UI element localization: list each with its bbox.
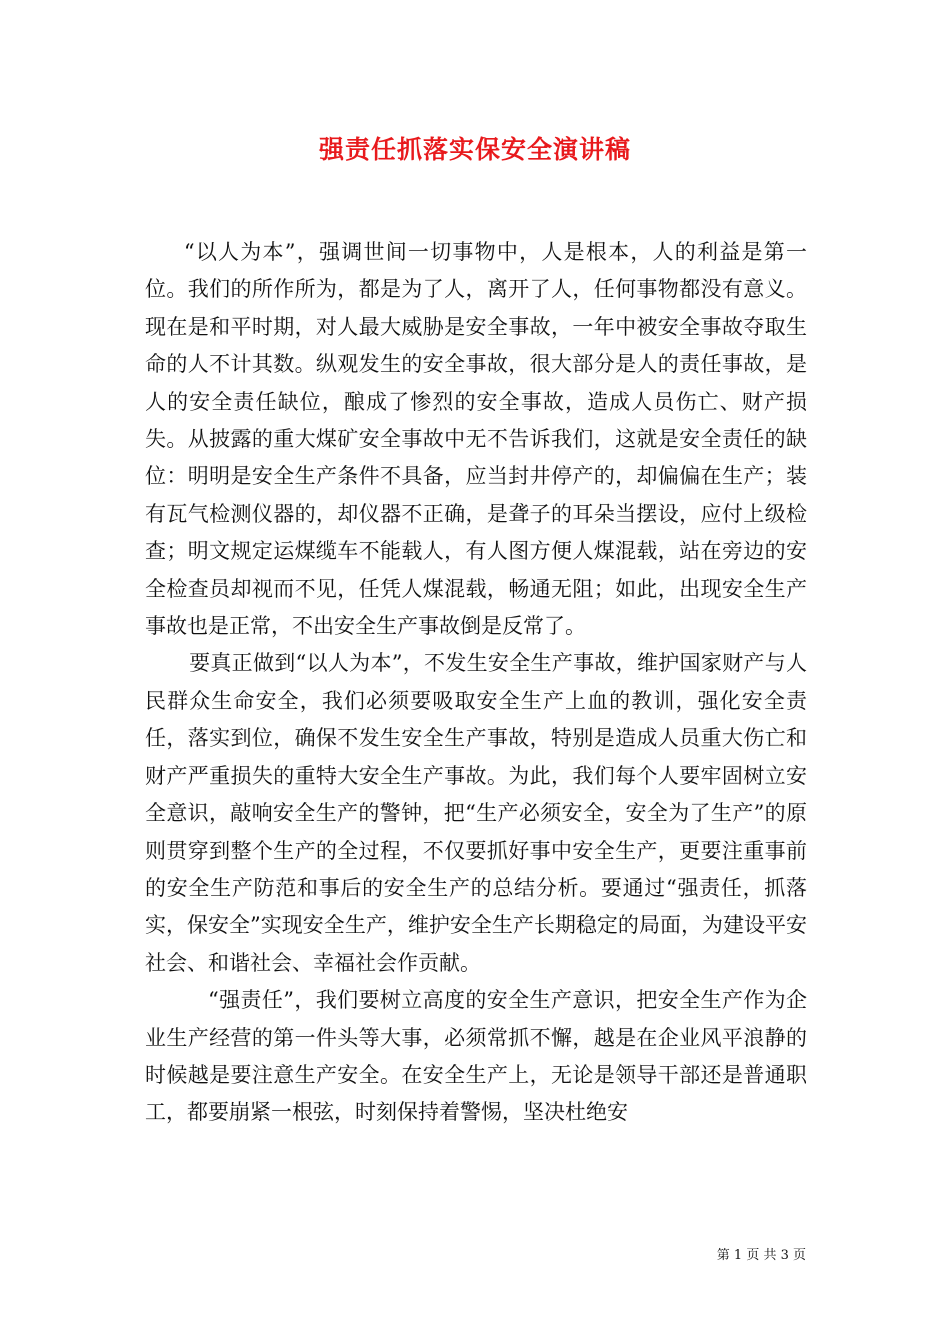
paragraph-3: “强责任”，我们要树立高度的安全生产意识，把安全生产作为企业生产经营的第一件头等大事，必须常抓不懈，越是在企业风平浪静的时候越是要注意生产安全。在安全生产上，无论是领导干部还是普通职工，都要崩紧一根弦，时刻保持着警惕，坚决杜绝安: [145, 988, 807, 1125]
page-number-footer: 第 1 页 共 3 页: [716, 1248, 806, 1263]
paragraph-2: 要真正做到“以人为本”，不发生安全生产事故，维护国家财产与人民群众生命安全，我们必须要吸取安全生产上血的教训，强化安全责任，落实到位，确保不发生安全生产事故，特别是造成人员重大伤亡和财产严重损失的重特大安全生产事故。为此，我们每个人要牢固树立安全意识，敲响安全生产的警钟，把“生产必须安全，安全为了生产”的原则贯穿到整个生产的全过程，不仅要抓好事中安全生产，更要注重事前的安全生产防范和事后的安全生产的总结分析。要通过“强责任，抓落实，保安全”实现安全生产，维护安全生产长期稳定的局面，为建设平安社会、和谐社会、幸福社会作贡献。: [145, 651, 807, 975]
document-body: [145, 234, 807, 1132]
document-title: 强责任抓落实保安全演讲稿: [318, 135, 631, 164]
paragraph-1: “以人为本”，强调世间一切事物中，人是根本，人的利益是第一位。我们的所作所为，都是为了人，离开了人，任何事物都没有意义。现在是和平时期，对人最大威胁是安全事故，一年中被安全事故夺取生命的人不计其数。纵观发生的安全事故，很大部分是人的责任事故，是人的安全责任缺位，酿成了惨烈的安全事故，造成人员伤亡、财产损失。从披露的重大煤矿安全事故中无不告诉我们，这就是安全责任的缺位：明明是安全生产条件不具备，应当封井停产的，却偏偏在生产；装有瓦气检测仪器的，却仪器不正确，是聋子的耳朵当摆设，应付上级检查；明文规定运煤缆车不能载人，有人图方便人煤混载，站在旁边的安全检查员却视而不见，任凭人煤混载，畅通无阻；如此，出现安全生产事故也是正常，不出安全生产事故倒是反常了。: [145, 240, 807, 639]
